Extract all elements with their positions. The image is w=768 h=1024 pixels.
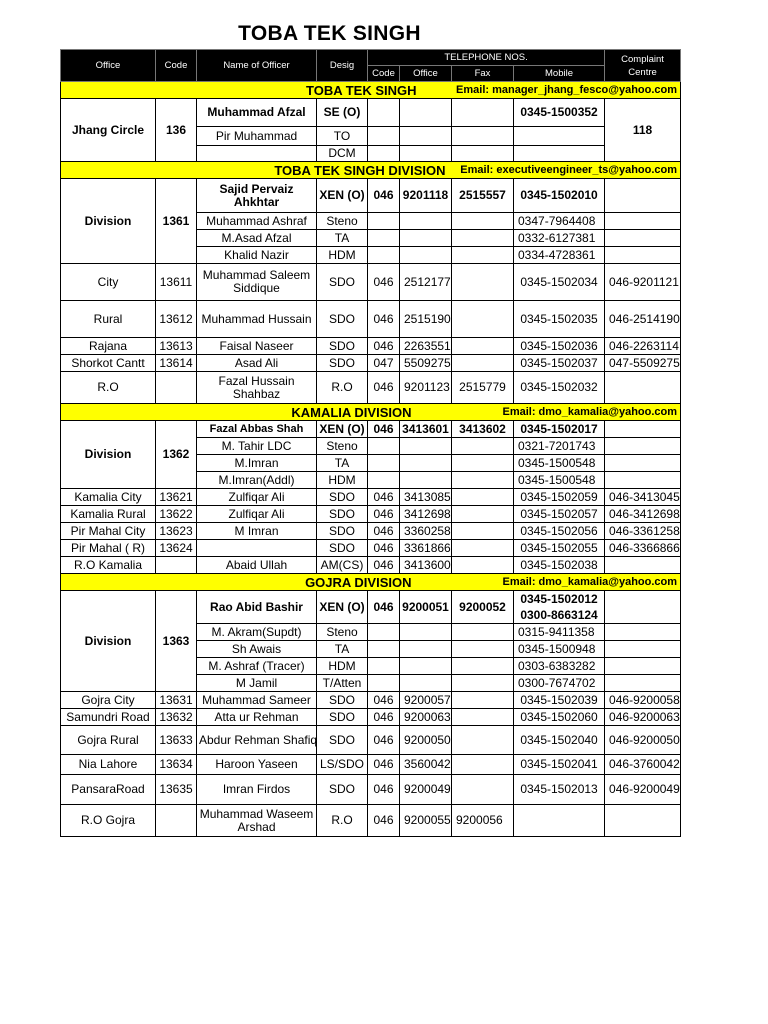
section-header	[61, 162, 681, 179]
section-header	[61, 574, 681, 591]
tel-code-cell: 046	[368, 506, 400, 523]
desig-cell: Steno	[317, 624, 368, 641]
mobile-cell: 0345-1502055	[514, 540, 605, 557]
tel-office-cell: 9200063	[400, 709, 452, 726]
office-cell: Division	[61, 179, 156, 264]
tel-office-cell: 2515190	[400, 301, 452, 338]
tel-office-cell: 9200057	[400, 692, 452, 709]
section-header	[61, 82, 681, 99]
mobile-cell: 0345-1502034	[514, 264, 605, 301]
office-cell: Gojra Rural	[61, 726, 156, 755]
desig-cell: SDO	[317, 709, 368, 726]
code-cell: 1363	[156, 591, 197, 692]
table-row	[61, 355, 681, 372]
section-email: Email: manager_jhang_fesco@yahoo.com	[400, 82, 681, 99]
code-cell: 13612	[156, 301, 197, 338]
code-cell: 13611	[156, 264, 197, 301]
tel-office-cell: 3361866	[400, 540, 452, 557]
officer-name: Fazal Abbas Shah	[197, 421, 317, 438]
officer-name: M. Akram(Supdt)	[197, 624, 317, 641]
mobile-cell: 0345-1500948	[514, 641, 605, 658]
desig-cell: LS/SDO	[317, 755, 368, 775]
mobile-cell: 0345-1502035	[514, 301, 605, 338]
mobile-cell: 0345-1502032	[514, 372, 605, 404]
officer-name: Rao Abid Bashir	[197, 591, 317, 624]
complaint-cell: 046-9200049	[605, 775, 681, 805]
tel-code-cell: 046	[368, 264, 400, 301]
office-cell: Samundri Road	[61, 709, 156, 726]
table-row	[61, 489, 681, 506]
officer-name	[197, 146, 317, 162]
tel-office-cell: 9200049	[400, 775, 452, 805]
mobile-cell: 0345-1500548	[514, 455, 605, 472]
table-row	[61, 557, 681, 574]
col-office: Office	[61, 50, 156, 82]
officer-name: Zulfiqar Ali	[197, 506, 317, 523]
fax-cell: 2515557	[452, 179, 514, 213]
tel-office-cell: 9200050	[400, 726, 452, 755]
mobile-cell: 0345-1502040	[514, 726, 605, 755]
complaint-cell: 118	[605, 99, 681, 162]
tel-code-cell: 046	[368, 421, 400, 438]
tel-code-cell: 046	[368, 755, 400, 775]
desig-cell: SDO	[317, 355, 368, 372]
code-cell: 13633	[156, 726, 197, 755]
tel-code-cell: 046	[368, 489, 400, 506]
table-row	[61, 421, 681, 438]
desig-cell: T/Atten	[317, 675, 368, 692]
section-header	[61, 404, 681, 421]
desig-cell: SDO	[317, 264, 368, 301]
table-row	[61, 726, 681, 755]
desig-cell: HDM	[317, 247, 368, 264]
tel-office-cell: 9200051	[400, 591, 452, 624]
complaint-cell: 047-5509275	[605, 355, 681, 372]
table-row	[61, 755, 681, 775]
tel-code-cell: 046	[368, 709, 400, 726]
mobile-cell: 0345-1502010	[514, 179, 605, 213]
code-cell: 13622	[156, 506, 197, 523]
code-cell: 13631	[156, 692, 197, 709]
office-cell: R.O Kamalia	[61, 557, 156, 574]
desig-cell: SDO	[317, 523, 368, 540]
complaint-cell: 046-3361258	[605, 523, 681, 540]
desig-cell: SDO	[317, 338, 368, 355]
col-desig: Desig	[317, 50, 368, 82]
code-cell: 136	[156, 99, 197, 162]
officer-name: Sh Awais	[197, 641, 317, 658]
code-cell: 13635	[156, 775, 197, 805]
desig-cell: Steno	[317, 213, 368, 230]
mobile-cell: 0334-4728361	[514, 247, 605, 264]
mobile-cell: 0345-1502037	[514, 355, 605, 372]
office-cell: Rural	[61, 301, 156, 338]
section-title: TOBA TEK SINGH	[306, 82, 417, 98]
officer-name: Atta ur Rehman	[197, 709, 317, 726]
desig-cell: SDO	[317, 489, 368, 506]
officer-name: Zulfiqar Ali	[197, 489, 317, 506]
mobile-cell	[514, 591, 605, 624]
col-telephone: TELEPHONE NOS.	[368, 50, 605, 66]
complaint-cell: 046-3760042	[605, 755, 681, 775]
desig-cell: SDO	[317, 692, 368, 709]
tel-office-cell: 9200055	[400, 805, 452, 837]
col-tel-fax: Fax	[452, 66, 514, 82]
tel-code-cell: 046	[368, 726, 400, 755]
office-cell: Kamalia Rural	[61, 506, 156, 523]
code-cell: 13621	[156, 489, 197, 506]
mobile-secondary: 0300-8663124	[520, 608, 598, 622]
section-title: KAMALIA DIVISION	[61, 404, 452, 421]
officer-name: Muhammad Ashraf	[197, 213, 317, 230]
desig-cell: SDO	[317, 775, 368, 805]
tel-office-cell: 3413085	[400, 489, 452, 506]
tel-code-cell: 046	[368, 557, 400, 574]
table-row	[61, 591, 681, 624]
office-cell: Jhang Circle	[61, 99, 156, 162]
mobile-cell: 0345-1502036	[514, 338, 605, 355]
officer-name: Abaid Ullah	[197, 557, 317, 574]
table-row	[61, 372, 681, 404]
table-row	[61, 506, 681, 523]
officer-name: Sajid Pervaiz Ahkhtar	[197, 179, 317, 213]
section-email: Email: dmo_kamalia@yahoo.com	[452, 574, 681, 591]
officer-name: Khalid Nazir	[197, 247, 317, 264]
complaint-cell: 046-9200050	[605, 726, 681, 755]
mobile-cell: 0345-1502041	[514, 755, 605, 775]
mobile-cell	[514, 805, 605, 837]
tel-code-cell: 046	[368, 523, 400, 540]
officer-name: Muhammad Afzal	[197, 99, 317, 127]
mobile-cell: 0345-1502017	[514, 421, 605, 438]
complaint-cell: 046-9201121	[605, 264, 681, 301]
tel-office-cell: 3413600	[400, 557, 452, 574]
officer-name: M Jamil	[197, 675, 317, 692]
mobile-primary: 0345-1502012	[520, 592, 598, 606]
officer-name: M.Imran	[197, 455, 317, 472]
table-row	[61, 301, 681, 338]
mobile-cell: 0345-1502057	[514, 506, 605, 523]
officer-name: Pir Muhammad	[197, 127, 317, 146]
office-cell: Division	[61, 421, 156, 489]
tel-office-cell: 5509275	[400, 355, 452, 372]
desig-cell: R.O	[317, 372, 368, 404]
office-cell: Pir Mahal City	[61, 523, 156, 540]
code-cell	[156, 805, 197, 837]
office-cell: City	[61, 264, 156, 301]
tel-office-cell: 3560042	[400, 755, 452, 775]
desig-cell: TA	[317, 641, 368, 658]
complaint-cell: 046-9200063	[605, 709, 681, 726]
mobile-cell: 0345-1502059	[514, 489, 605, 506]
tel-code-cell: 046	[368, 540, 400, 557]
tel-code-cell: 046	[368, 372, 400, 404]
tel-office-cell: 3413601	[400, 421, 452, 438]
table-row	[61, 540, 681, 557]
desig-cell: HDM	[317, 658, 368, 675]
section-email: Email: executiveengineer_ts@yahoo.com	[452, 162, 681, 179]
mobile-cell: 0332-6127381	[514, 230, 605, 247]
mobile-cell: 0347-7964408	[514, 213, 605, 230]
officer-name: Faisal Naseer	[197, 338, 317, 355]
complaint-cell: 046-2514190	[605, 301, 681, 338]
officer-name: M. Ashraf (Tracer)	[197, 658, 317, 675]
table-header-row	[61, 50, 681, 66]
code-cell	[156, 557, 197, 574]
tel-code-cell: 047	[368, 355, 400, 372]
mobile-cell: 0345-1502039	[514, 692, 605, 709]
tel-code-cell: 046	[368, 692, 400, 709]
table-row	[61, 99, 681, 127]
desig-cell: Steno	[317, 438, 368, 455]
mobile-cell: 0345-1502013	[514, 775, 605, 805]
officer-name: Haroon Yaseen	[197, 755, 317, 775]
directory-table	[60, 49, 681, 837]
tel-office-cell: 2263551	[400, 338, 452, 355]
fax-cell: 9200052	[452, 591, 514, 624]
tel-office-cell: 3412698	[400, 506, 452, 523]
desig-cell: SE (O)	[317, 99, 368, 127]
mobile-cell: 0345-1500548	[514, 472, 605, 489]
code-cell	[156, 372, 197, 404]
section-title: GOJRA DIVISION	[61, 574, 452, 591]
officer-name: Asad Ali	[197, 355, 317, 372]
table-row	[61, 805, 681, 837]
mobile-cell: 0300-7674702	[514, 675, 605, 692]
officer-name	[197, 540, 317, 557]
document-title: TOBA TEK SINGH	[238, 22, 421, 45]
fax-cell: 9200056	[452, 805, 514, 837]
col-code: Code	[156, 50, 197, 82]
officer-name: M Imran	[197, 523, 317, 540]
office-cell: Division	[61, 591, 156, 692]
code-cell: 13634	[156, 755, 197, 775]
desig-cell: SDO	[317, 726, 368, 755]
tel-office-cell: 2512177	[400, 264, 452, 301]
tel-code-cell: 046	[368, 179, 400, 213]
office-cell: Rajana	[61, 338, 156, 355]
tel-office-cell: 9201123	[400, 372, 452, 404]
tel-office-cell: 9201118	[400, 179, 452, 213]
tel-code-cell: 046	[368, 338, 400, 355]
fax-cell: 3413602	[452, 421, 514, 438]
mobile-cell: 0345-1502038	[514, 557, 605, 574]
desig-cell: TA	[317, 455, 368, 472]
tel-code-cell: 046	[368, 301, 400, 338]
officer-name: Muhammad Hussain	[197, 301, 317, 338]
office-cell: Kamalia City	[61, 489, 156, 506]
tel-office-cell: 3360258	[400, 523, 452, 540]
officer-name: Abdur Rehman Shafiq	[197, 726, 317, 755]
officer-name: Muhammad Saleem Siddique	[197, 264, 317, 301]
desig-cell: R.O	[317, 805, 368, 837]
section-title: TOBA TEK SINGH DIVISION	[61, 162, 452, 179]
tel-code-cell: 046	[368, 775, 400, 805]
code-cell: 13623	[156, 523, 197, 540]
mobile-cell: 0321-7201743	[514, 438, 605, 455]
desig-cell: TA	[317, 230, 368, 247]
table-row	[61, 709, 681, 726]
complaint-cell: 046-3412698	[605, 506, 681, 523]
officer-name: Fazal Hussain Shahbaz	[197, 372, 317, 404]
complaint-cell: 046-3413045	[605, 489, 681, 506]
office-cell: R.O Gojra	[61, 805, 156, 837]
complaint-cell: 046-3366866	[605, 540, 681, 557]
officer-name: Muhammad Waseem Arshad	[197, 805, 317, 837]
office-cell: PansaraRoad	[61, 775, 156, 805]
code-cell: 13613	[156, 338, 197, 355]
mobile-cell: 0303-6383282	[514, 658, 605, 675]
desig-cell: TO	[317, 127, 368, 146]
desig-cell: DCM	[317, 146, 368, 162]
section-email: Email: dmo_kamalia@yahoo.com	[452, 404, 681, 421]
office-cell: R.O	[61, 372, 156, 404]
code-cell: 1362	[156, 421, 197, 489]
desig-cell: SDO	[317, 540, 368, 557]
desig-cell: HDM	[317, 472, 368, 489]
mobile-cell: 0345-1502056	[514, 523, 605, 540]
col-tel-office: Office	[400, 66, 452, 82]
code-cell: 1361	[156, 179, 197, 264]
mobile-cell: 0345-1500352	[514, 99, 605, 127]
mobile-cell: 0345-1502060	[514, 709, 605, 726]
office-cell: Gojra City	[61, 692, 156, 709]
desig-cell: AM(CS)	[317, 557, 368, 574]
complaint-cell: 046-9200058	[605, 692, 681, 709]
table-row	[61, 775, 681, 805]
col-officer-name: Name of Officer	[197, 50, 317, 82]
complaint-cell: 046-2263114	[605, 338, 681, 355]
table-row	[61, 264, 681, 301]
office-cell: Shorkot Cantt	[61, 355, 156, 372]
desig-cell: XEN (O)	[317, 179, 368, 213]
officer-name: M.Imran(Addl)	[197, 472, 317, 489]
fax-cell: 2515779	[452, 372, 514, 404]
officer-name: Muhammad Sameer	[197, 692, 317, 709]
table-row	[61, 338, 681, 355]
table-row	[61, 179, 681, 213]
code-cell: 13614	[156, 355, 197, 372]
desig-cell: XEN (O)	[317, 421, 368, 438]
mobile-cell: 0315-9411358	[514, 624, 605, 641]
officer-name: M.Asad Afzal	[197, 230, 317, 247]
col-tel-mobile: Mobile	[514, 66, 605, 82]
col-complaint-centre: Complaint Centre	[605, 50, 681, 82]
table-row	[61, 523, 681, 540]
officer-name: M. Tahir LDC	[197, 438, 317, 455]
office-cell: Nia Lahore	[61, 755, 156, 775]
desig-cell: XEN (O)	[317, 591, 368, 624]
officer-name: Imran Firdos	[197, 775, 317, 805]
office-cell: Pir Mahal ( R)	[61, 540, 156, 557]
tel-code-cell: 046	[368, 591, 400, 624]
table-row	[61, 692, 681, 709]
desig-cell: SDO	[317, 506, 368, 523]
code-cell: 13632	[156, 709, 197, 726]
code-cell: 13624	[156, 540, 197, 557]
tel-code-cell: 046	[368, 805, 400, 837]
col-tel-code: Code	[368, 66, 400, 82]
desig-cell: SDO	[317, 301, 368, 338]
